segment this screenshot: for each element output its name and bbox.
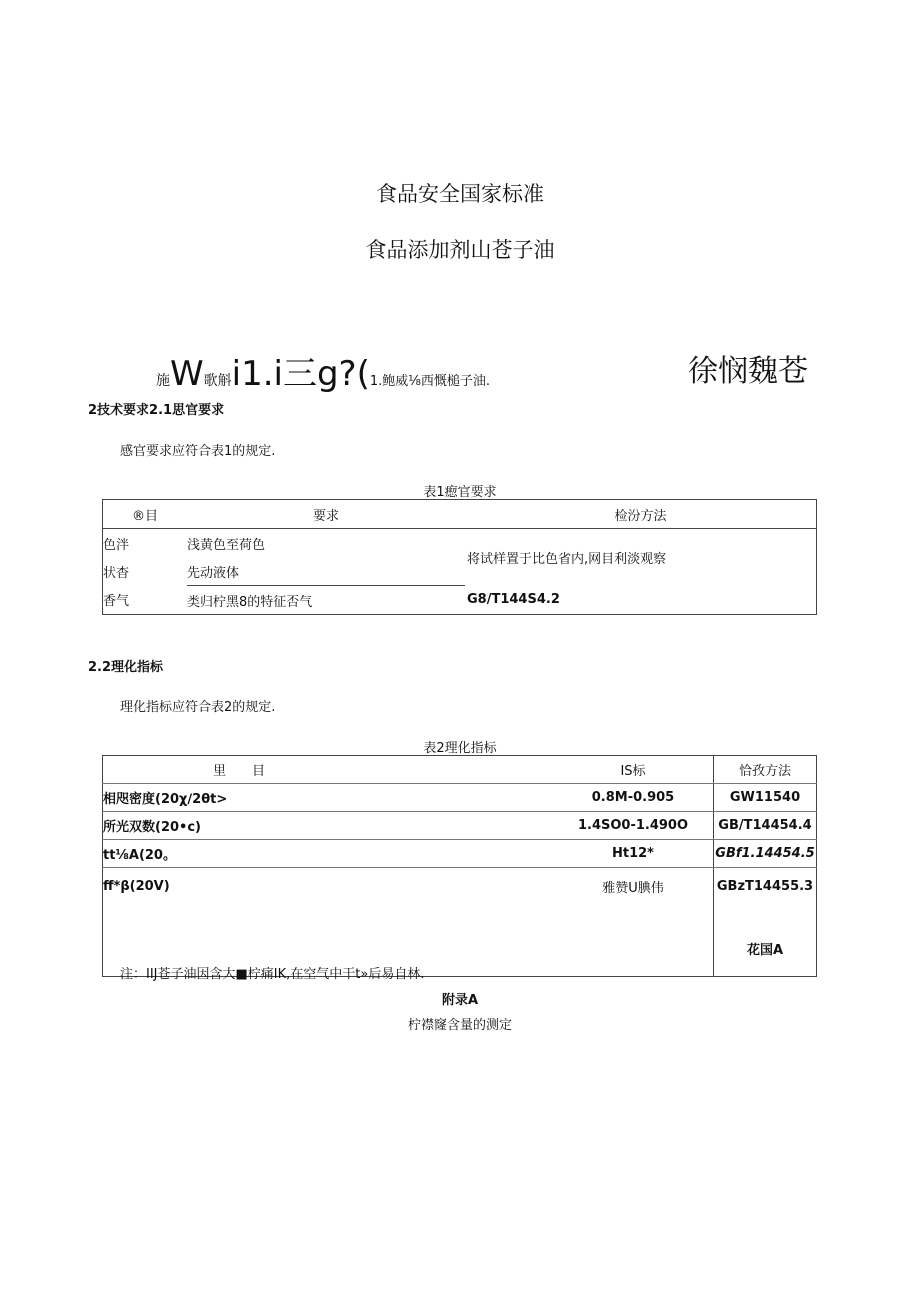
row-method: GBf1.14454.5 <box>714 840 817 868</box>
row-method: GB/T14454.4 <box>714 812 817 840</box>
section-22-heading: 2.2理化指标 <box>88 660 164 675</box>
header-method: 检汾方法 <box>465 500 817 529</box>
table-row <box>103 868 817 905</box>
sensory-table <box>102 499 817 615</box>
row-requirement: 类归柠黑8的特征否气 <box>187 594 313 610</box>
row-spec: 1.4SO0-1.490O <box>553 812 714 840</box>
table-row <box>103 529 817 558</box>
physchem-table <box>102 755 817 977</box>
doc-subtitle: 食品添加剂山苍子油 <box>365 238 555 262</box>
header-spec: IS标 <box>553 756 714 784</box>
section-2-para: 感官要求应符合表1的规定. <box>120 444 276 459</box>
table-header-row <box>103 500 817 529</box>
table-2-caption: 表2理化指标 <box>423 741 497 756</box>
table-row <box>103 586 817 615</box>
row-requirement: 浅黄色至荷色 <box>187 537 266 553</box>
row-item: tt⅛A(20。 <box>103 840 554 868</box>
section-2-heading: 2技术要求2.1思官要求 <box>88 403 225 418</box>
section-22-para: 理化指标应符合表2的规定. <box>120 700 276 715</box>
row-spec: 0.8M-0.905 <box>553 784 714 812</box>
table-note: 注：IIJ苍子油因含大■柠痛IK,在空气中干t»后易自林. <box>120 967 425 982</box>
header-item: ®目 <box>103 500 188 529</box>
header-item: 里 目 <box>103 756 554 784</box>
table-row <box>103 840 817 868</box>
row-spec: Ht12* <box>553 840 714 868</box>
row-method: GBzT14455.3 <box>714 868 817 905</box>
scope-part-4: i1.i三g?( <box>231 354 370 394</box>
row-item: ff*β(20V) <box>103 878 170 894</box>
table-header-row <box>103 756 817 784</box>
row-item: 相咫密度(20χ∕2θt> <box>103 784 554 812</box>
table-row <box>103 812 817 840</box>
row-requirement: 先动液体 <box>187 557 465 586</box>
row-item: 香气 <box>103 594 130 610</box>
scope-part-3: 歌斛 <box>203 373 232 389</box>
doc-title: 食品安全国家标准 <box>376 182 544 206</box>
row-item: 色泮 <box>103 537 130 553</box>
scope-line <box>156 346 490 395</box>
scope-part-2: W <box>170 354 204 394</box>
table-row <box>103 784 817 812</box>
row-method-reference: 花国A <box>714 904 817 977</box>
row-method: GW11540 <box>714 784 817 812</box>
scope-right-title: 徐悯魏苍 <box>688 354 808 389</box>
scope-part-1: 施 <box>156 373 170 389</box>
row-method: G8/T144S4.2 <box>467 592 560 608</box>
appendix-label: 附录A <box>441 993 479 1008</box>
header-method: 恰孜方法 <box>714 756 817 784</box>
row-method: 将试样置于比色省内,网目利淡观察 <box>467 551 667 567</box>
header-requirement: 要求 <box>187 500 465 529</box>
table-1-caption: 表1瘛官要求 <box>423 485 497 500</box>
row-spec: 雅赞U腆伟 <box>602 880 664 896</box>
row-item: 所光双数(20•c) <box>103 812 554 840</box>
row-item: 状杳 <box>103 565 130 581</box>
scope-part-5: 1.鲍威⅛西慨槌子油. <box>369 374 490 389</box>
appendix-title: 柠襟窿含量的测定 <box>407 1018 512 1033</box>
